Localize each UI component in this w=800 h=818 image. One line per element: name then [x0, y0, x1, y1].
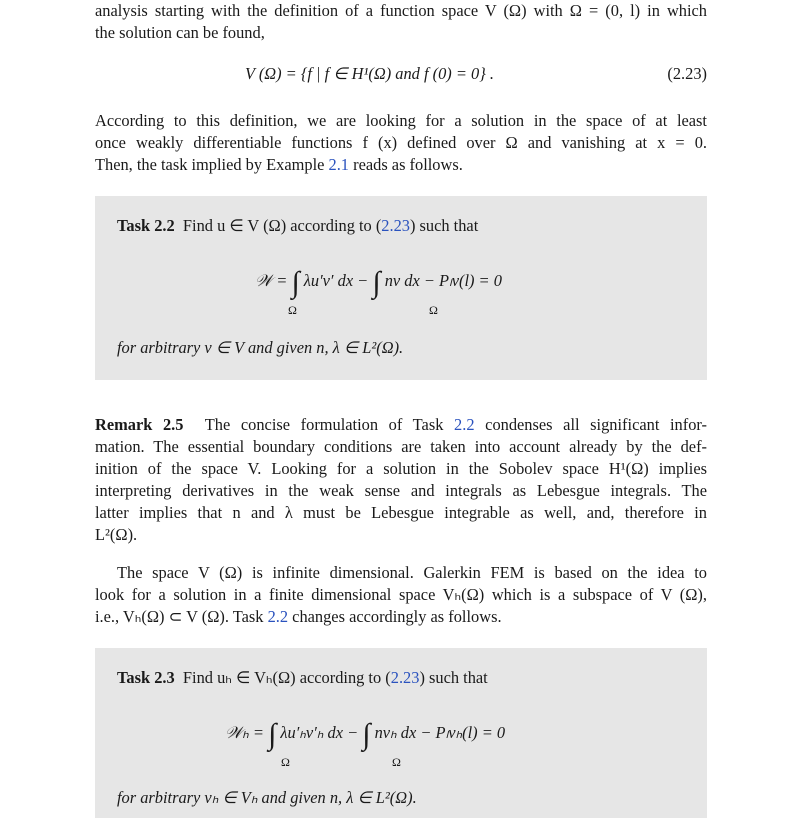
- task-2-2-link-2[interactable]: 2.2: [267, 607, 289, 626]
- integral-domain-omega-2: Ω: [429, 303, 438, 317]
- task-2-3-term1: λu′ₕv′ₕ dx −: [280, 723, 359, 742]
- intro-line-2: the solution can be found,: [95, 23, 265, 42]
- task-2-3-box: [95, 648, 707, 818]
- task-2-2-term1: λu′v′ dx −: [303, 271, 369, 290]
- para2-line-3-suffix: reads as follows.: [349, 155, 463, 174]
- para3-line-3-prefix: i.e., Vₕ(Ω) ⊂ V (Ω). Task: [95, 607, 268, 626]
- para2-line-3-prefix: Then, the task implied by Example: [95, 155, 329, 174]
- task-2-3-label: Task 2.3: [117, 668, 175, 687]
- remark-line-3: inition of the space V. Looking for a solution in the Sobolev space H¹(Ω) implies: [95, 459, 707, 478]
- remark-line-4: interpreting derivatives in the weak sense and integrals as Lebesgue integrals. The: [95, 481, 707, 500]
- para3-line-1: The space V (Ω) is infinite dimensional. Galerkin FEM is based on the idea to: [117, 563, 707, 582]
- remark-line-2: mation. The essential boundary conditions are taken into account already by the def-: [95, 437, 707, 456]
- eq-2-23-link[interactable]: 2.23: [381, 216, 410, 235]
- task-2-3-text-suffix: ) such that: [419, 668, 488, 687]
- intro-paragraph: [95, 0, 707, 44]
- task-2-3-formula: [225, 712, 506, 751]
- integral-domain-omega-4: Ω: [392, 755, 401, 769]
- task-2-2-statement: [117, 216, 478, 236]
- para2-line-2: once weakly differentiable functions f (x) defined over Ω and vanishing at x = 0.: [95, 133, 707, 152]
- para3-line-2: look for a solution in a finite dimensional space Vₕ(Ω) which is a subspace of V (Ω),: [95, 585, 707, 604]
- equation-number-2-23: (2.23): [667, 64, 707, 83]
- integral-sign-icon: ∫: [268, 718, 277, 751]
- remark-2-5-paragraph: [95, 414, 707, 546]
- integral-sign-icon: ∫: [291, 266, 300, 299]
- task-2-2-formula: [255, 260, 502, 299]
- task-2-2-footer: for arbitrary v ∈ V and given n, λ ∈ L²(Ω).: [117, 338, 404, 357]
- remark-line-6: L²(Ω).: [95, 525, 138, 544]
- remark-line-1-prefix: The concise formulation of Task: [204, 415, 455, 434]
- remark-line-5: latter implies that n and λ must be Lebesgue integrable as well, and, therefore in: [95, 503, 707, 522]
- task-2-3-lhs: 𝒲ₕ =: [225, 723, 264, 742]
- task-2-2-label: Task 2.2: [117, 216, 175, 235]
- remark-2-5-label: Remark 2.5: [95, 415, 184, 434]
- remark-line-1-suffix: condenses all significant infor-: [474, 415, 707, 434]
- para3-line-3-suffix: changes accordingly as follows.: [288, 607, 502, 626]
- eq-2-23-link-2[interactable]: 2.23: [390, 668, 420, 687]
- para2-line-1: According to this definition, we are looking for a solution in the space of at least: [95, 111, 707, 130]
- task-2-2-link[interactable]: 2.2: [454, 415, 475, 434]
- task-2-3-text-prefix: Find uₕ ∈ Vₕ(Ω) according to (: [182, 668, 391, 687]
- task-2-2-term2: nv dx − Pₗv(l) = 0: [384, 271, 502, 290]
- task-2-3-footer: for arbitrary vₕ ∈ Vₕ and given n, λ ∈ L²(Ω).: [117, 788, 417, 807]
- integral-domain-omega-1: Ω: [288, 303, 297, 317]
- para2-line-3: [95, 154, 707, 176]
- task-2-2-text-prefix: Find u ∈ V (Ω) according to (: [182, 216, 382, 235]
- task-2-2-box: [95, 196, 707, 380]
- definition-paragraph: [95, 110, 707, 176]
- task-2-2-text-suffix: ) such that: [409, 216, 479, 235]
- integral-sign-icon: ∫: [362, 718, 371, 751]
- para3-line-3: [95, 606, 707, 628]
- remark-line-1: [95, 414, 707, 436]
- galerkin-paragraph: [95, 562, 707, 628]
- task-2-3-statement: [117, 668, 488, 688]
- integral-domain-omega-3: Ω: [281, 755, 290, 769]
- example-2-1-link[interactable]: 2.1: [328, 155, 350, 174]
- intro-line-1: analysis starting with the definition of a function space V (Ω) with Ω = (0, l) in which: [95, 1, 707, 20]
- task-2-2-lhs: 𝒲 =: [255, 271, 288, 290]
- integral-sign-icon: ∫: [372, 266, 381, 299]
- equation-2-23: V (Ω) = {f | f ∈ H¹(Ω) and f (0) = 0} .: [245, 64, 494, 83]
- task-2-3-term2: nvₕ dx − Pₗvₕ(l) = 0: [374, 723, 506, 742]
